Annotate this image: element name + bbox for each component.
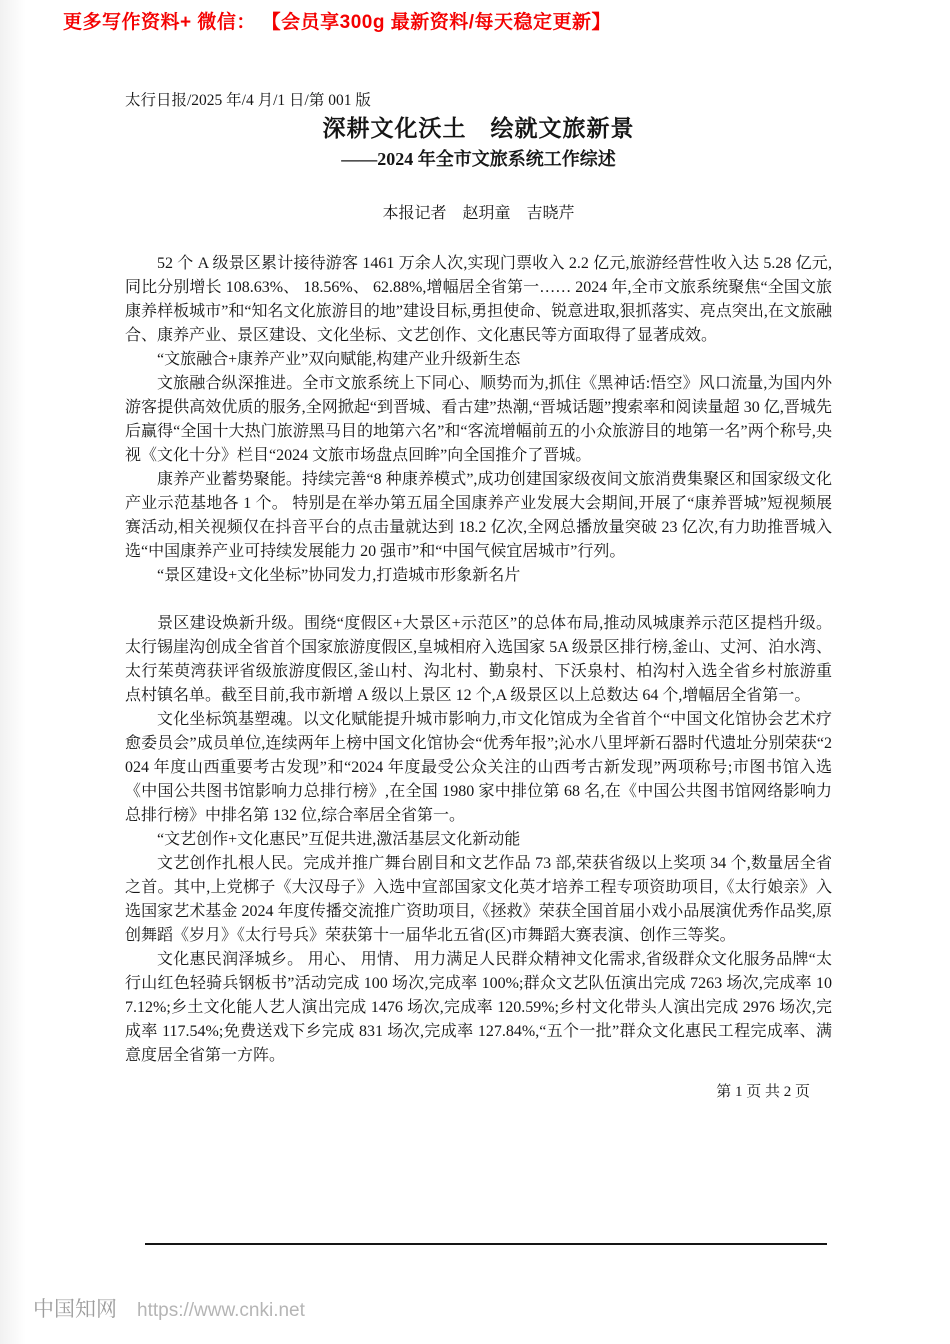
- cnki-watermark: [33, 1293, 305, 1323]
- document-page: [125, 90, 832, 1102]
- article-paragraph: 景区建设焕新升级。围绕“度假区+大景区+示范区”的总体布局,推动凤城康养示范区提档升级。太行锡崖沟创成全省首个国家旅游度假区,皇城相府入选国家 5A 级景区排行榜,釜山、丈河、泊水湾、太行茱萸湾获评省级旅游度假区,釜山村、沟北村、勤泉村、下沃泉村、柏沟村入选全省乡村旅游重点村镇名单。截至目前,我市新增 A 级以上景区 12 个,A 级景区以上总数达 64 个,增幅居全省第一。: [125, 615, 832, 704]
- article-paragraph: 文化坐标筑基塑魂。以文化赋能提升城市影响力,市文化馆成为全省首个“中国文化馆协会艺术疗愈委员会”成员单位,连续两年上榜中国文化馆协会“优秀年报”;沁水八里坪新石器时代遗址分别荣获“2024 年度山西重要考古发现”和“2024 年度最受公众关注的山西考古新发现”两项称号;市图书馆入选《中国公共图书馆影响力总排行榜》,在全国 1980 家中排位第 68 名,在《中国公共图书馆网络影响力总排行榜》中排名第 132 位,综合率居全省第一。: [125, 711, 832, 824]
- article-paragraph: 文艺创作扎根人民。完成并推广舞台剧目和文艺作品 73 部,荣获省级以上奖项 34 个,数量居全省之首。其中,上党梆子《大汉母子》入选中宣部国家文化英才培养工程专项资助项目,《太行娘亲》入选国家艺术基金 2024 年度传播交流推广资助项目,《拯救》荣获全国首届小戏小品展演优秀作品奖,原创舞蹈《岁月》《太行号兵》荣获第十一届华北五省(区)市舞蹈大赛表演、创作三等奖。: [125, 855, 832, 944]
- promo-banner: 更多写作资料+ 微信： 【会员享300g 最新资料/每天稳定更新】: [63, 12, 612, 33]
- article-paragraph: 康养产业蓄势聚能。持续完善“8 种康养模式”,成功创建国家级夜间文旅消费集聚区和国家级文化产业示范基地各 1 个。 特别是在举办第五届全国康养产业发展大会期间,开展了“康养晋城”短视频展赛活动,相关视频仅在抖音平台的点击量就达到 18.2 亿次,全网总播放量突破 23 亿次,有力助推晋城入选“中国康养产业可持续发展能力 20 强市”和“中国气候宜居城市”行列。: [125, 471, 832, 560]
- article-title: 深耕文化沃土 绘就文旅新景: [322, 116, 635, 141]
- article-paragraph: 52 个 A 级景区累计接待游客 1461 万余人次,实现门票收入 2.2 亿元,旅游经营性收入达 5.28 亿元,同比分别增长 108.63%、 18.56%、 62.88%,增幅居全省第一…… 2024 年,全市文旅系统聚焦“全国文旅康养样板城市”和“知名文化旅游目的地”建设目标,勇担使命、锐意进取,狠抓落实、亮点突出,在文旅融合、康养产业、景区建设、文化坐标、文艺创作、文化惠民等方面取得了显著成效。: [125, 255, 832, 344]
- cnki-url: https://www.cnki.net: [137, 1300, 305, 1321]
- article-paragraph: 文化惠民润泽城乡。 用心、 用情、 用力满足人民群众精神文化需求,省级群众文化服务品牌“太行山红色轻骑兵钢板书”活动完成 100 场次,完成率 100%;群众文艺队伍演出完成 7263 场次,完成率 107.12%;乡土文化能人艺人演出完成 1476 场次,完成率 120.59%;乡村文化带头人演出完成 2976 场次,完成率 117.54%;免费送戏下乡完成 831 场次,完成率 127.84%,“五个一批”群众文化惠民工程完成率、满意度居全省第一方阵。: [125, 951, 832, 1064]
- source-line: 太行日报/2025 年/4 月/1 日/第 001 版: [125, 92, 371, 109]
- article-byline: 本报记者 赵玥童 吉晓芹: [382, 205, 575, 222]
- section-subhead: “景区建设+文化坐标”协同发力,打造城市形象新名片: [157, 567, 521, 584]
- section-subhead: “文旅融合+康养产业”双向赋能,构建产业升级新生态: [157, 351, 521, 368]
- section-subhead: “文艺创作+文化惠民”互促共进,激活基层文化新动能: [157, 831, 521, 848]
- article-paragraph: 文旅融合纵深推进。全市文旅系统上下同心、顺势而为,抓住《黑神话:悟空》风口流量,为国内外游客提供高效优质的服务,全网掀起“到晋城、看古建”热潮,“晋城话题”搜索率和阅读量超 30 亿,晋城先后赢得“全国十大热门旅游黑马目的地第六名”和“客流增幅前五的小众旅游目的地第一名”两个称号,央视《文化十分》栏目“2024 文旅市场盘点回眸”向全国推介了晋城。: [125, 375, 832, 464]
- page-edge-shade: [0, 0, 26, 1344]
- article-body: [125, 252, 832, 1068]
- page-number: 第 1 页 共 2 页: [716, 1084, 810, 1100]
- article-subtitle: ——2024 年全市文旅系统工作综述: [341, 149, 616, 169]
- footer-divider-line: [145, 1243, 827, 1245]
- cnki-brand-label: 中国知网: [33, 1298, 117, 1321]
